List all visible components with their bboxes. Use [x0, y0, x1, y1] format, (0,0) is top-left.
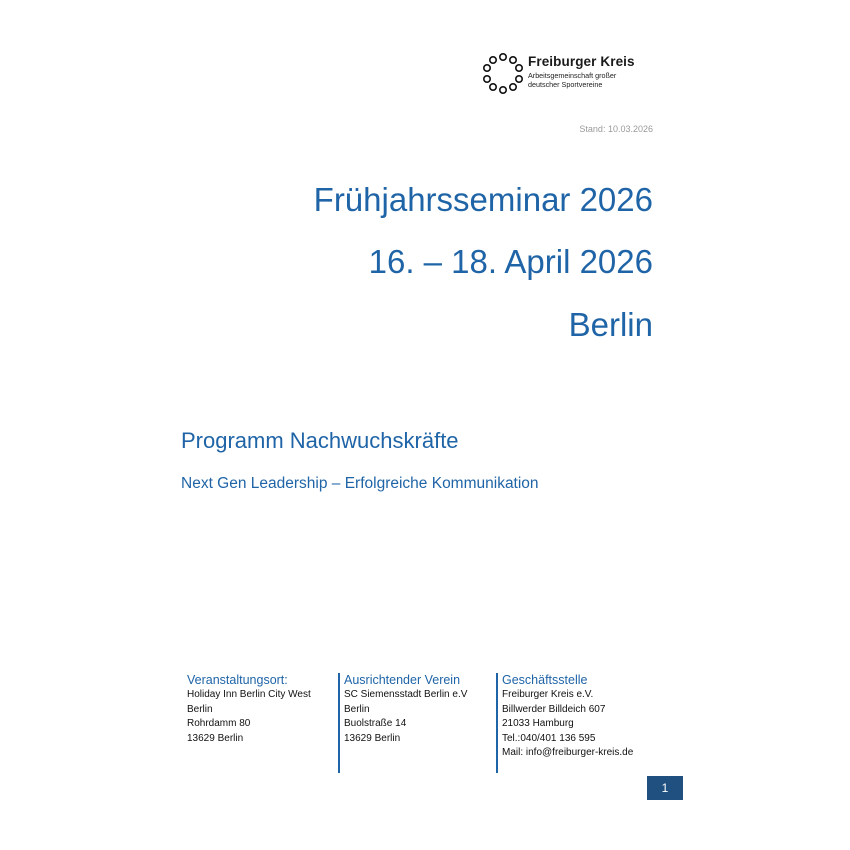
document-date: Stand: 10.03.2026	[579, 124, 653, 134]
logo-subtitle-line2: deutscher Sportvereine	[528, 80, 603, 89]
host-club-line: Berlin	[344, 703, 370, 715]
venue-line: Holiday Inn Berlin City West	[187, 689, 311, 700]
column-divider	[338, 673, 340, 773]
organization-logo	[481, 52, 651, 96]
circle-of-rings-icon	[481, 52, 525, 96]
office-line: Freiburger Kreis e.V.	[502, 689, 594, 700]
venue-heading: Veranstaltungsort:	[187, 673, 288, 687]
page-number-badge: 1	[647, 776, 683, 800]
program-heading: Programm Nachwuchskräfte	[181, 428, 459, 453]
host-club-heading: Ausrichtender Verein	[344, 673, 461, 687]
footer-column-office	[502, 673, 633, 761]
logo-subtitle-line1: Arbeitsgemeinschaft großer	[528, 71, 617, 80]
title-dates: 16. – 18. April 2026	[368, 243, 653, 280]
office-email: Mail: info@freiburger-kreis.de	[502, 747, 634, 758]
logo-name: Freiburger Kreis	[528, 54, 635, 69]
venue-line: Berlin	[187, 703, 213, 715]
venue-line: 13629 Berlin	[187, 732, 244, 744]
host-club-line: Buolstraße 14	[344, 718, 407, 729]
column-divider	[496, 673, 498, 773]
footer-column-venue	[187, 673, 311, 746]
office-line: 21033 Hamburg	[502, 718, 574, 729]
venue-line: Rohrdamm 80	[187, 718, 251, 729]
program-subheading: Next Gen Leadership – Erfolgreiche Kommunikation	[181, 475, 539, 492]
office-heading: Geschäftsstelle	[502, 673, 588, 687]
office-line: Billwerder Billdeich 607	[502, 703, 606, 715]
host-club-line: 13629 Berlin	[344, 732, 401, 744]
title-seminar: Frühjahrsseminar 2026	[313, 181, 653, 218]
host-club-line: SC Siemensstadt Berlin e.V	[344, 689, 468, 700]
title-city: Berlin	[568, 306, 653, 343]
footer-column-host-club	[344, 673, 467, 746]
office-phone: Tel.:040/401 136 595	[502, 732, 596, 744]
